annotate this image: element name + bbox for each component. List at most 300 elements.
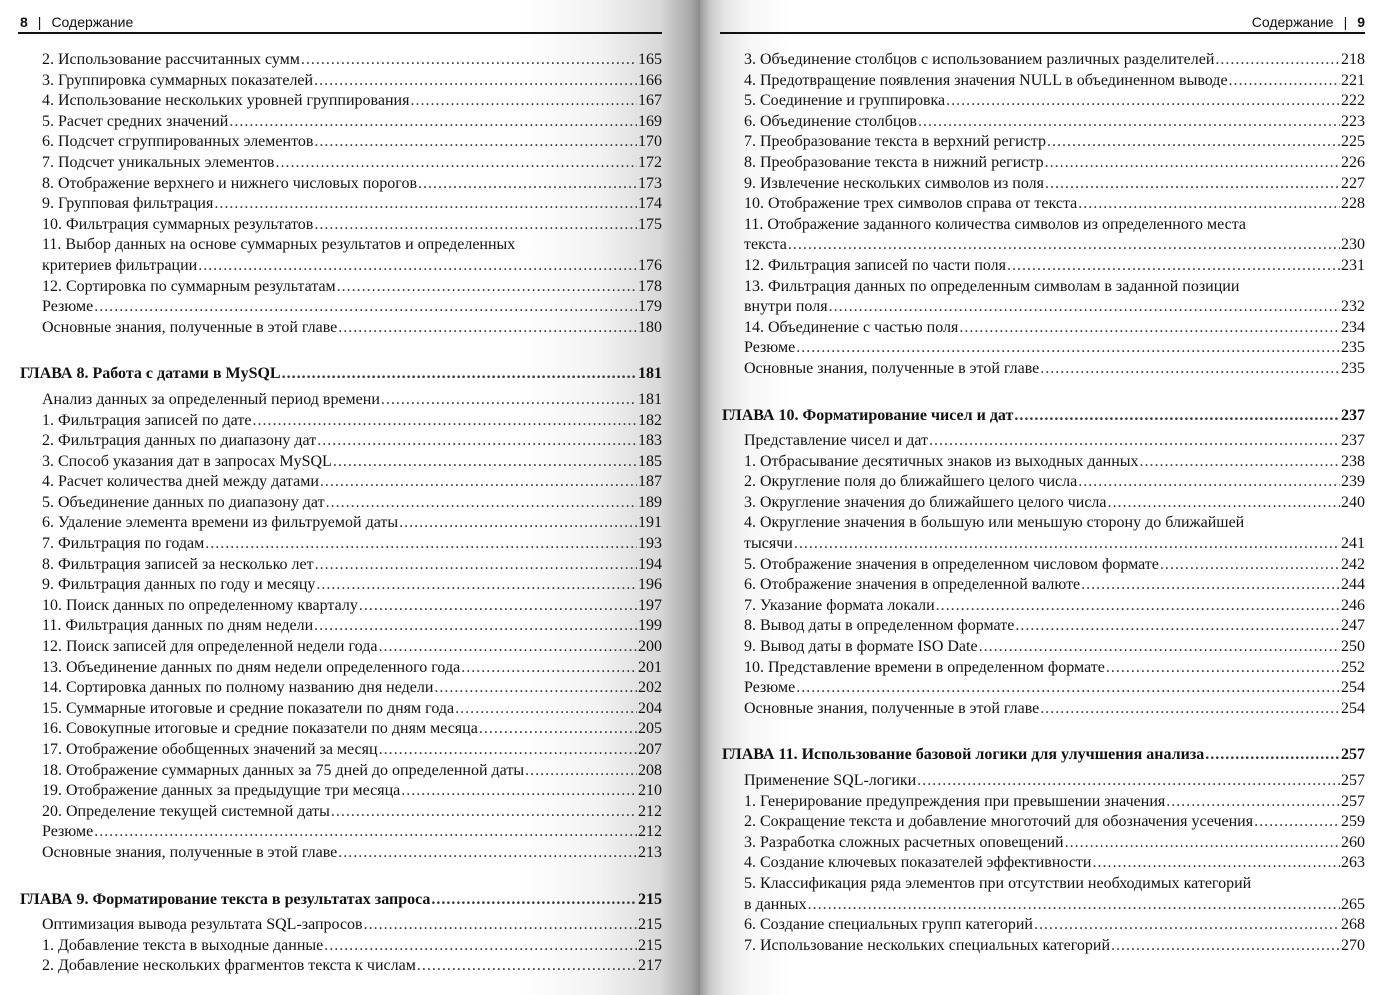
dot-leader — [1007, 256, 1340, 277]
dot-leader — [1166, 792, 1340, 813]
toc-entry — [722, 359, 1365, 380]
dot-leader — [431, 890, 637, 911]
dot-leader — [979, 637, 1340, 658]
dot-leader — [338, 843, 637, 864]
page-ref: 247 — [1341, 617, 1365, 635]
page-ref: 240 — [1341, 493, 1365, 511]
toc-entry — [722, 853, 1365, 874]
dot-leader — [333, 452, 637, 473]
page-ref: 254 — [1341, 679, 1365, 697]
dot-leader — [1111, 936, 1340, 957]
toc-entry — [722, 534, 1365, 555]
dot-leader — [479, 719, 637, 740]
dot-leader — [399, 513, 637, 534]
page-ref: 259 — [1341, 813, 1365, 831]
entry-title: Анализ данных за определенный период времени — [42, 390, 380, 408]
page-ref: 181 — [638, 390, 662, 408]
toc-entry — [722, 493, 1365, 514]
dot-leader — [1078, 472, 1340, 493]
page-ref: 246 — [1341, 596, 1365, 614]
toc-entry — [722, 771, 1365, 792]
toc-entry — [20, 472, 662, 493]
toc-entry — [20, 719, 662, 740]
page-ref: 257 — [1341, 772, 1365, 789]
page-ref: 217 — [638, 957, 662, 975]
dot-leader — [320, 472, 637, 493]
dot-leader — [796, 338, 1340, 359]
toc-entry — [20, 452, 662, 473]
toc-entry — [722, 132, 1365, 153]
toc-entry — [20, 153, 662, 174]
toc-entry — [20, 596, 662, 617]
dot-leader — [331, 802, 637, 823]
toc-entry — [20, 411, 662, 432]
page-ref: 201 — [638, 658, 662, 676]
toc-entry — [722, 174, 1365, 195]
page-ref: 173 — [638, 174, 662, 192]
page-ref: 185 — [638, 452, 662, 470]
entry-title: 14. Сортировка данных по полному названию дня недели — [42, 679, 434, 697]
entry-title: 3. Группировка суммарных показателей — [42, 71, 314, 89]
page-ref: 265 — [1341, 895, 1365, 913]
entry-title: 10. Представление времени в определенном формате — [744, 658, 1105, 676]
toc-entry — [20, 318, 662, 339]
toc-entry — [20, 956, 662, 977]
page-ref: 197 — [638, 596, 662, 614]
dot-leader — [198, 256, 637, 277]
entry-title: 4. Предотвращение появления значения NULL в объединенном выводе — [744, 71, 1228, 89]
dot-leader — [1215, 50, 1340, 71]
toc-entry — [20, 174, 662, 195]
chapter-title: ГЛАВА 9. Форматирование текста в результатах запроса — [20, 890, 431, 908]
entry-title-continued: критериев фильтрации — [42, 256, 198, 274]
running-title: Содержание — [1251, 14, 1334, 30]
page-ref: 207 — [638, 741, 662, 758]
entry-title: 4. Расчет количества дней между датами — [42, 473, 319, 491]
page-ref: 237 — [1341, 432, 1365, 450]
entry-title-continued: в данных — [744, 895, 807, 913]
dot-leader — [1040, 359, 1340, 380]
toc-entry — [722, 616, 1365, 637]
entry-title: Основные знания, полученные в этой главе — [744, 359, 1040, 377]
dot-leader — [252, 411, 637, 432]
page-ref: 189 — [638, 493, 662, 511]
page-ref: 213 — [638, 843, 662, 861]
entry-title: 2. Добавление нескольких фрагментов текста к числам — [42, 957, 416, 975]
page-ref: 231 — [1341, 256, 1365, 274]
entry-title: Представление чисел и дат — [744, 432, 929, 450]
chapter-heading — [20, 364, 662, 385]
dot-leader — [1014, 406, 1340, 427]
page-ref: 257 — [1341, 746, 1365, 764]
entry-title: 1. Отбрасывание десятичных знаков из выходных данных — [744, 452, 1139, 470]
toc-entry — [20, 256, 662, 277]
entry-title: Основные знания, полученные в этой главе — [42, 843, 338, 861]
page-ref: 268 — [1341, 916, 1365, 934]
header-separator: | — [1343, 14, 1348, 30]
page-ref: 210 — [638, 782, 662, 800]
page-ref: 225 — [1341, 133, 1365, 151]
dot-leader — [314, 132, 637, 153]
chapter-heading — [722, 406, 1365, 427]
entry-title: 4. Округление значения в большую или меньшую сторону до ближайшей — [744, 514, 1245, 532]
entry-title: Резюме — [744, 339, 796, 357]
dot-leader — [316, 575, 637, 596]
toc-entry — [722, 915, 1365, 936]
dot-leader — [275, 153, 637, 174]
page-ref: 215 — [638, 916, 662, 934]
toc-entry — [20, 936, 662, 957]
toc-entry — [20, 513, 662, 534]
toc-entry — [20, 112, 662, 133]
dot-leader — [1254, 812, 1340, 833]
dot-leader — [229, 112, 637, 133]
entry-title: 7. Фильтрация по годам — [42, 535, 205, 553]
entry-title: 5. Классификация ряда элементов при отсутствии необходимых категорий — [744, 874, 1252, 892]
toc-entry — [20, 215, 662, 236]
page-ref: 222 — [1341, 92, 1365, 110]
entry-title: 11. Отображение заданного количества символов из определенного места — [744, 215, 1247, 233]
toc-entry — [722, 895, 1365, 916]
toc-entry-line — [722, 215, 1365, 236]
dot-leader — [324, 936, 637, 957]
toc-entry — [20, 91, 662, 112]
entry-title: 3. Округление значения до ближайшего целого числа — [744, 493, 1107, 511]
dot-leader — [929, 431, 1340, 452]
chapter-heading — [722, 745, 1365, 766]
page-ref: 239 — [1341, 473, 1365, 491]
entry-title: Применение SQL-логики — [744, 772, 917, 789]
dot-leader — [461, 658, 637, 679]
page-ref: 235 — [1341, 339, 1365, 357]
toc-entry — [20, 50, 662, 71]
dot-leader — [946, 91, 1340, 112]
entry-title: 6. Объединение столбцов — [744, 112, 917, 130]
entry-title: 9. Фильтрация данных по году и месяцу — [42, 576, 316, 594]
dot-leader — [379, 740, 637, 761]
header-rule — [18, 32, 662, 34]
toc-entry — [722, 297, 1365, 318]
toc-entry — [722, 235, 1365, 256]
dot-leader — [455, 699, 637, 720]
toc-entry — [722, 452, 1365, 473]
dot-leader — [1160, 555, 1340, 576]
entry-title: Оптимизация вывода результата SQL-запросов — [42, 916, 363, 934]
page-ref: 242 — [1341, 555, 1365, 573]
dot-leader — [282, 364, 637, 385]
page-ref: 215 — [638, 936, 662, 954]
dot-leader — [315, 555, 637, 576]
page-ref: 234 — [1341, 318, 1365, 336]
running-title: Содержание — [51, 14, 134, 30]
toc-entry — [20, 555, 662, 576]
running-header — [1252, 12, 1365, 32]
entry-title: 18. Отображение суммарных данных за 75 дней до определенной даты — [42, 761, 525, 779]
entry-title: 6. Удаление элемента времени из фильтруемой даты — [42, 514, 399, 532]
entry-title: 20. Определение текущей системной даты — [42, 802, 330, 820]
toc-entry — [722, 678, 1365, 699]
page-ref: 230 — [1341, 236, 1365, 254]
page-ref: 183 — [638, 432, 662, 450]
entry-title: 12. Поиск записей для определенной недели года — [42, 638, 378, 656]
toc-entry — [722, 812, 1365, 833]
dot-leader — [1015, 616, 1340, 637]
entry-title: 4. Создание ключевых показателей эффективности — [744, 854, 1092, 872]
toc-entry-line — [722, 277, 1365, 298]
page-ref: 208 — [638, 761, 662, 779]
dot-leader — [401, 781, 637, 802]
page-ref: 172 — [638, 153, 662, 171]
dot-leader — [1108, 493, 1341, 514]
dot-leader — [317, 431, 637, 452]
toc-entry — [20, 194, 662, 215]
chapter-heading — [20, 890, 662, 911]
entry-title: 1. Фильтрация записей по дате — [42, 411, 252, 429]
dot-leader — [205, 534, 637, 555]
dot-leader — [314, 616, 637, 637]
entry-title: 10. Отображение трех символов справа от текста — [744, 195, 1078, 213]
dot-leader — [359, 596, 637, 617]
page-ref: 176 — [638, 256, 662, 274]
chapter-title: ГЛАВА 10. Форматирование чисел и дат — [722, 406, 1014, 424]
page-ref: 252 — [1341, 658, 1365, 676]
entry-title: 19. Отображение данных за предыдущие три месяца — [42, 782, 401, 800]
entry-title: 7. Подсчет уникальных элементов — [42, 153, 275, 171]
toc-entry — [722, 699, 1365, 720]
toc-entry — [20, 781, 662, 802]
page-ref: 221 — [1341, 71, 1365, 89]
entry-title: 5. Соединение и группировка — [744, 92, 946, 110]
page-ref: 212 — [638, 823, 662, 841]
dot-leader — [788, 235, 1340, 256]
page-ref: 187 — [638, 473, 662, 491]
page-ref: 263 — [1341, 854, 1365, 872]
entry-title: 9. Групповая фильтрация — [42, 195, 214, 213]
chapter-title: ГЛАВА 8. Работа с датами в MySQL — [20, 365, 281, 383]
page-ref: 235 — [1341, 359, 1365, 377]
dot-leader — [959, 318, 1340, 339]
dot-leader — [936, 596, 1340, 617]
toc-list — [20, 50, 662, 977]
dot-leader — [434, 678, 637, 699]
page-ref: 228 — [1341, 195, 1365, 213]
dot-leader — [378, 637, 637, 658]
entry-title: 14. Объединение с частью поля — [744, 318, 959, 336]
dot-leader — [796, 678, 1340, 699]
page-ref: 238 — [1341, 452, 1365, 470]
page-ref: 215 — [638, 890, 662, 908]
dot-leader — [301, 50, 637, 71]
entry-title: 5. Отображение значения в определенном числовом формате — [744, 555, 1159, 573]
dot-leader — [410, 91, 637, 112]
dot-leader — [417, 956, 637, 977]
entry-title: 8. Фильтрация записей за несколько лет — [42, 555, 314, 573]
toc-entry — [20, 678, 662, 699]
toc-entry — [20, 637, 662, 658]
toc-entry — [20, 658, 662, 679]
dot-leader — [418, 174, 637, 195]
page-ref: 193 — [638, 535, 662, 553]
toc-list — [722, 50, 1365, 956]
page-ref: 169 — [638, 112, 662, 130]
toc-entry — [20, 431, 662, 452]
toc-entry — [722, 596, 1365, 617]
toc-entry — [722, 112, 1365, 133]
entry-title: 16. Совокупные итоговые и средние показатели по дням месяца — [42, 720, 478, 738]
dot-leader — [1078, 194, 1340, 215]
entry-title: 13. Фильтрация данных по определенным символам в заданной позиции — [744, 277, 1240, 295]
toc-entry — [20, 277, 662, 298]
entry-title-continued: тысячи — [744, 535, 793, 553]
page-ref: 178 — [638, 277, 662, 295]
header-rule — [720, 32, 1365, 34]
running-header — [20, 12, 133, 32]
dot-leader — [1229, 71, 1340, 92]
entry-title: Основные знания, полученные в этой главе — [744, 699, 1040, 717]
entry-title: 17. Отображение обобщенных значений за месяц — [42, 741, 378, 758]
entry-title: 1. Генерирование предупреждения при превышении значения — [744, 792, 1166, 810]
dot-leader — [1045, 174, 1340, 195]
entry-title: 12. Сортировка по суммарным результатам — [42, 277, 336, 295]
dot-leader — [1106, 658, 1340, 679]
right-page — [700, 0, 1385, 995]
page-ref: 196 — [638, 576, 662, 594]
dot-leader — [1040, 699, 1340, 720]
dot-leader — [1045, 153, 1340, 174]
entry-title: 2. Округление поля до ближайшего целого числа — [744, 473, 1078, 491]
entry-title: Резюме — [42, 823, 94, 841]
page-ref: 174 — [638, 195, 662, 213]
entry-title: 10. Поиск данных по определенному кварталу — [42, 596, 358, 614]
dot-leader — [326, 493, 637, 514]
page-ref: 270 — [1341, 936, 1365, 954]
dot-leader — [525, 761, 637, 782]
dot-leader — [1034, 915, 1340, 936]
entry-title: 8. Отображение верхнего и нижнего числовых порогов — [42, 174, 417, 192]
entry-title: 2. Использование рассчитанных сумм — [42, 51, 300, 68]
entry-title: 5. Объединение данных по диапазону дат — [42, 493, 325, 511]
page-ref: 227 — [1341, 174, 1365, 192]
dot-leader — [829, 297, 1340, 318]
toc-entry — [20, 699, 662, 720]
entry-title: 2. Фильтрация данных по диапазону дат — [42, 432, 317, 450]
toc-entry — [722, 50, 1365, 71]
page-ref: 260 — [1341, 833, 1365, 851]
dot-leader — [214, 194, 637, 215]
dot-leader — [94, 822, 637, 843]
entry-title: 6. Создание специальных групп категорий — [744, 916, 1033, 934]
page-ref: 250 — [1341, 638, 1365, 656]
entry-title: 8. Преобразование текста в нижний регистр — [744, 153, 1044, 171]
entry-title: 12. Фильтрация записей по части поля — [744, 256, 1007, 274]
page-ref: 182 — [638, 411, 662, 429]
entry-title: 9. Вывод даты в формате ISO Date — [744, 638, 978, 656]
entry-title: 3. Способ указания дат в запросах MySQL — [42, 452, 332, 470]
entry-title: 11. Фильтрация данных по дням недели — [42, 617, 314, 635]
page-ref: 181 — [638, 365, 662, 383]
dot-leader — [1140, 452, 1340, 473]
entry-title: 4. Использование нескольких уровней группирования — [42, 92, 410, 110]
entry-title: 3. Объединение столбцов с использованием различных разделителей — [744, 51, 1215, 68]
chapter-title: ГЛАВА 11. Использование базовой логики для улучшения анализа — [722, 746, 1205, 764]
page-ref: 204 — [638, 699, 662, 717]
entry-title: 15. Суммарные итоговые и средние показатели по дням года — [42, 699, 455, 717]
page-number: 9 — [1357, 14, 1365, 30]
page-ref: 170 — [638, 133, 662, 151]
page-ref: 199 — [638, 617, 662, 635]
toc-entry — [722, 194, 1365, 215]
page-ref: 223 — [1341, 112, 1365, 130]
toc-entry — [20, 761, 662, 782]
entry-title: 10. Фильтрация суммарных результатов — [42, 215, 314, 233]
toc-entry — [20, 616, 662, 637]
toc-entry — [20, 493, 662, 514]
toc-entry — [20, 915, 662, 936]
toc-entry — [722, 153, 1365, 174]
page-ref: 232 — [1341, 298, 1365, 316]
page-ref: 212 — [638, 802, 662, 820]
toc-entry — [722, 658, 1365, 679]
entry-title: 13. Объединение данных по дням недели определенного года — [42, 658, 461, 676]
dot-leader — [918, 112, 1340, 133]
toc-entry — [722, 637, 1365, 658]
toc-entry — [20, 534, 662, 555]
page-ref: 200 — [638, 638, 662, 656]
page-ref: 191 — [638, 514, 662, 532]
entry-title-continued: внутри поля — [744, 298, 828, 316]
dot-leader — [1205, 745, 1340, 766]
page-ref: 194 — [638, 555, 662, 573]
toc-entry — [722, 338, 1365, 359]
toc-entry — [722, 256, 1365, 277]
dot-leader — [917, 771, 1340, 792]
toc-entry — [20, 740, 662, 761]
toc-entry — [20, 71, 662, 92]
dot-leader — [1047, 132, 1340, 153]
entry-title: 1. Добавление текста в выходные данные — [42, 936, 324, 954]
entry-title: 7. Использование нескольких специальных категорий — [744, 936, 1111, 954]
toc-entry — [20, 575, 662, 596]
toc-entry — [722, 936, 1365, 957]
entry-title: 6. Подсчет сгруппированных элементов — [42, 133, 314, 151]
toc-entry-line — [722, 874, 1365, 895]
page-ref: 175 — [638, 215, 662, 233]
entry-title: 2. Сокращение текста и добавление многоточий для обозначения усечения — [744, 813, 1254, 831]
entry-title: 11. Выбор данных на основе суммарных результатов и определенных — [42, 236, 516, 254]
page-ref: 237 — [1341, 406, 1365, 424]
toc-entry — [20, 843, 662, 864]
dot-leader — [808, 895, 1340, 916]
dot-leader — [314, 215, 637, 236]
entry-title: 3. Разработка сложных расчетных оповещений — [744, 833, 1064, 851]
dot-leader — [1065, 833, 1340, 854]
entry-title: 7. Преобразование текста в верхний регистр — [744, 133, 1046, 151]
entry-title-continued: текста — [744, 236, 787, 254]
page-ref: 180 — [638, 318, 662, 336]
page-ref: 218 — [1341, 51, 1365, 68]
toc-entry — [722, 91, 1365, 112]
dot-leader — [381, 390, 637, 411]
dot-leader — [1092, 853, 1340, 874]
toc-entry — [722, 792, 1365, 813]
entry-title: Резюме — [42, 298, 94, 316]
dot-leader — [364, 915, 637, 936]
toc-entry-line — [722, 513, 1365, 534]
page-ref: 226 — [1341, 153, 1365, 171]
page-ref: 241 — [1341, 535, 1365, 553]
entry-title: Резюме — [744, 679, 796, 697]
toc-entry — [722, 431, 1365, 452]
